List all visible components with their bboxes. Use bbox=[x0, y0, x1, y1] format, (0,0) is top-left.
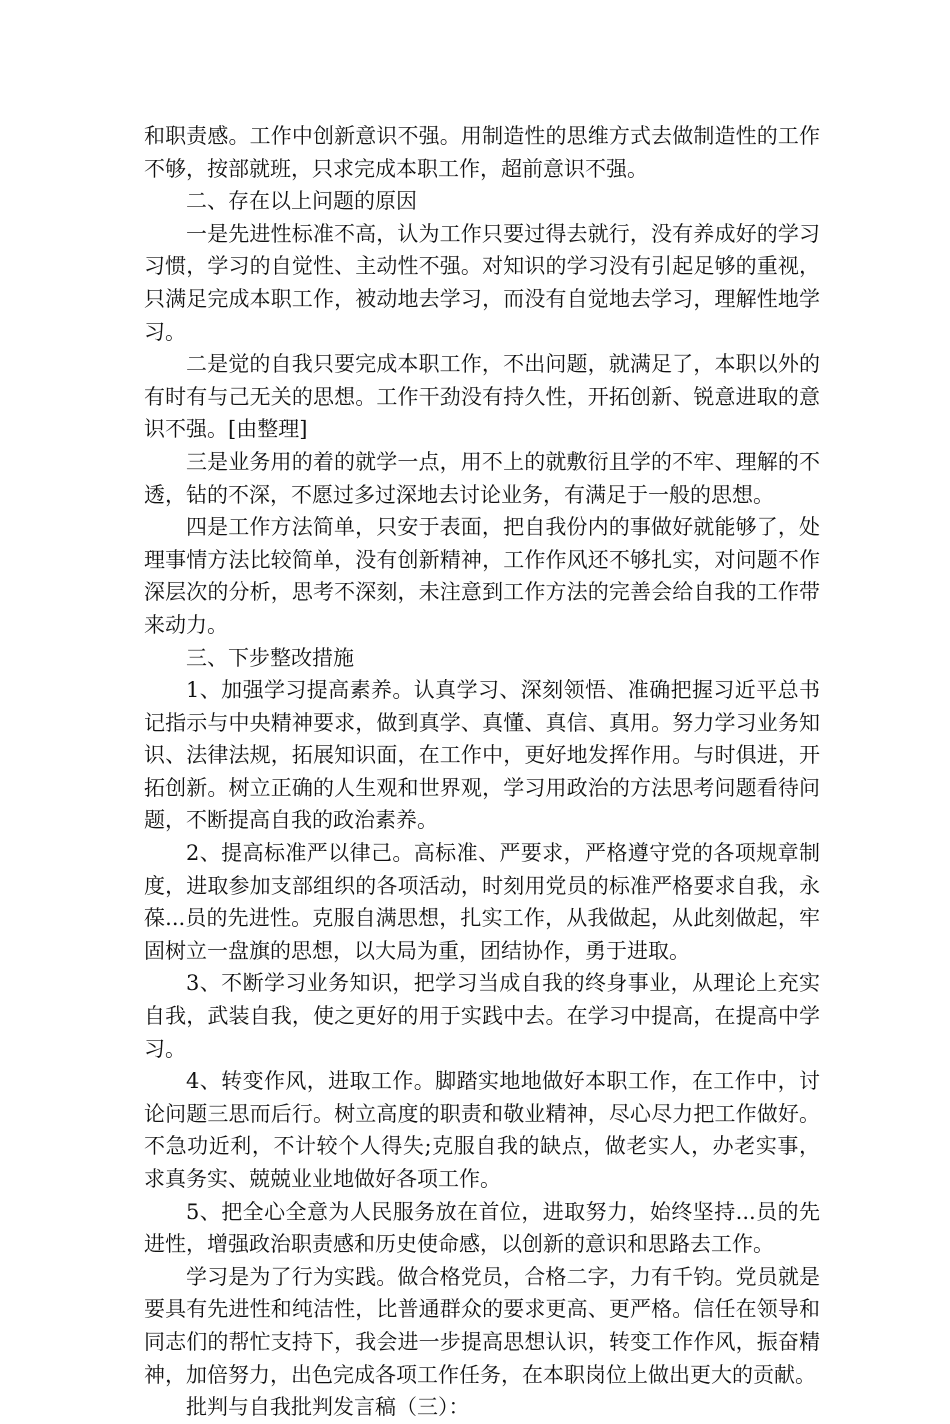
paragraph-measure-4: 4、转变作风，进取工作。脚踏实地地做好本职工作，在工作中，讨论问题三思而后行。树立高度的职责和敬业精神，尽心尽力把工作做好。不急功近利，不计较个人得失;克服自我的缺点，做老实人，办老实事，求真务实、兢兢业业地做好各项工作。 bbox=[144, 1069, 820, 1191]
paragraph-measure-2: 2、提高标准严以律己。高标准、严要求，严格遵守党的各项规章制度，进取参加支部组织的各项活动，时刻用党员的标准严格要求自我，永葆...员的先进性。克服自满思想，扎实工作，从我做起，从此刻做起，牢固树立一盘旗的思想，以大局为重，团结协作，勇于进取。 bbox=[144, 841, 820, 963]
paragraph-measure-1: 1、加强学习提高素养。认真学习、深刻领悟、准确把握习近平总书记指示与中央精神要求，做到真学、真懂、真信、真用。努力学习业务知识、法律法规，拓展知识面，在工作中，更好地发挥作用。与时俱进，开拓创新。树立正确的人生观和世界观，学习用政治的方法思考问题看待问题，不断提高自我的政治素养。 bbox=[144, 678, 820, 833]
paragraph-cause-2: 二是觉的自我只要完成本职工作，不出问题，就满足了，本职以外的有时有与己无关的思想。工作干劲没有持久性，开拓创新、锐意进取的意识不强。[由整理] bbox=[144, 352, 820, 442]
section-heading-part-three: 批判与自我批判发言稿（三）： bbox=[186, 1395, 470, 1420]
paragraph-cause-3: 三是业务用的着的就学一点，用不上的就敷衍且学的不牢、理解的不透，钻的不深，不愿过多过深地去讨论业务，有满足于一般的思想。 bbox=[144, 449, 820, 507]
document-body bbox=[144, 120, 820, 1424]
paragraph-cause-4: 四是工作方法简单，只安于表面，把自我份内的事做好就能够了，处理事情方法比较简单，没有创新精神，工作作风还不够扎实，对问题不作深层次的分析，思考不深刻，未注意到工作方法的完善会给自我的工作带来动力。 bbox=[144, 515, 820, 637]
paragraph-conclusion: 学习是为了行为实践。做合格党员，合格二字，力有千钧。党员就是要具有先进性和纯洁性，比普通群众的要求更高、更严格。信任在领导和同志们的帮忙支持下，我会进一步提高思想认识，转变工作作风，振奋精神，加倍努力，出色完成各项工作任务，在本职岗位上做出更大的贡献。 bbox=[144, 1264, 820, 1387]
paragraph-measure-3: 3、不断学习业务知识，把学习当成自我的终身事业，从理论上充实自我，武装自我，使之更好的用于实践中去。在学习中提高，在提高中学习。 bbox=[144, 971, 820, 1061]
section-heading-causes: 二、存在以上问题的原因 bbox=[186, 189, 417, 214]
paragraph-cause-1: 一是先进性标准不高，认为工作只要过得去就行，没有养成好的学习习惯，学习的自觉性、主动性不强。对知识的学习没有引起足够的重视，只满足完成本职工作，被动地去学习，而没有自觉地去学习，理解性地学习。 bbox=[144, 221, 820, 344]
paragraph-intro-continuation: 和职责感。工作中创新意识不强。用制造性的思维方式去做制造性的工作不够，按部就班，只求完成本职工作，超前意识不强。 bbox=[144, 124, 820, 181]
paragraph-measure-5: 5、把全心全意为人民服务放在首位，进取努力，始终坚持...员的先进性，增强政治职责感和历史使命感，以创新的意识和思路去工作。 bbox=[144, 1199, 820, 1257]
section-heading-measures: 三、下步整改措施 bbox=[186, 645, 354, 670]
